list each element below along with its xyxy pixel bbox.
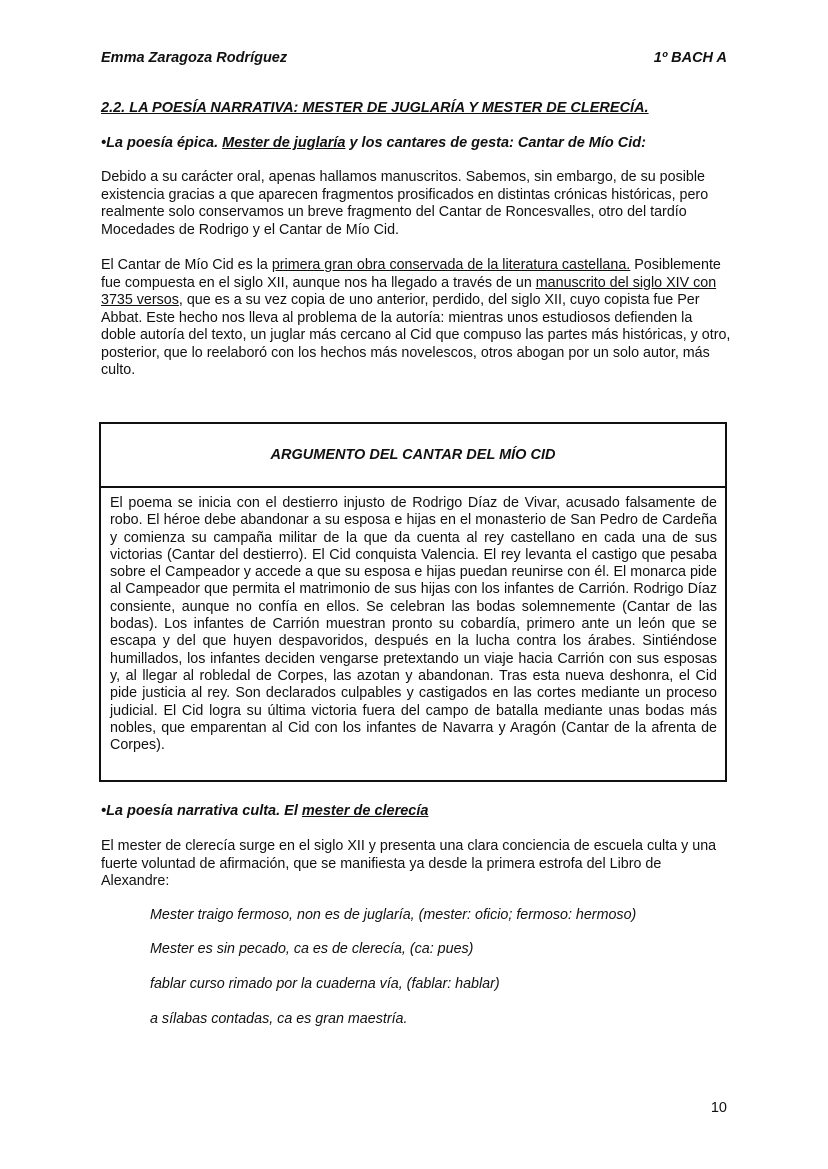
verse-line: fablar curso rimado por la cuaderna vía, (fablar: hablar) [150, 976, 500, 992]
verse-line: Mester traigo fermoso, non es de juglaría, (mester: oficio; fermoso: hermoso) [150, 907, 637, 923]
cult-heading-prefix: •La poesía narrativa culta. El [101, 803, 302, 819]
page-header [101, 50, 727, 70]
epic-p2-underline-1: primera gran obra conservada de la literatura castellana. [271, 257, 631, 273]
argument-text: El poema se inicia con el destierro injusto de Rodrigo Díaz de Vivar, acusado falsamente de robo. El héroe debe abandonar a su esposa e hijas en el monasterio de San Pedro de Cardeña y comienza su campaña militar de la que da cuenta al rey castellano en cada una de sus victorias (Cantar del destierro). El Cid conquista Valencia. El rey levanta el castigo que pesaba sobre el Campeador y accede a que su esposa e hijas puedan reunirse con él. El monarca pide al Campeador que permita el matrimonio de sus hijas con los infantes de Carrión. Rodrigo Díaz consiente, aunque no confía en ellos. Se celebran las bodas solemnemente (Cantar de las bodas). Los infantes de Carrión muestran pronto su cobardía, primero ante un león que se escapa y del que huyen despavoridos, después en la lucha contra los árabes. Sintiéndose humillados, los infantes deciden vengarse pretextando un viaje hacia Carrión con sus esposas y, al llegar al robledal de Corpes, las azotan y abandonan. Tras esta nueva deshonra, el Cid pide justicia al rey. Son declarados culpables y castigados en las cortes mediante un proceso judicial. El Cid logra su última victoria fuera del campo de batalla mediante unas bodas más nobles, que emparentan al Cid con los infantes de Navarra y Aragón (Cantar de la afrenta de Corpes). [110, 495, 717, 754]
epic-heading-prefix: •La poesía épica. [101, 135, 223, 151]
epic-p2-text-b: Posiblemente fue compuesta en el siglo XII, aunque nos ha llegado a través de un [101, 257, 721, 291]
author-name: Emma Zaragoza Rodríguez [101, 50, 288, 66]
argument-box [99, 422, 727, 782]
section-title: 2.2. LA POESÍA NARRATIVA: MESTER DE JUGLARÍA Y MESTER DE CLERECÍA. [101, 100, 649, 116]
cult-heading [101, 803, 428, 819]
argument-title: ARGUMENTO DEL CANTAR DEL MÍO CID [101, 424, 725, 488]
verse-line: Mester es sin pecado, ca es de clerecía, (ca: pues) [150, 941, 474, 957]
epic-paragraph-1: Debido a su carácter oral, apenas hallamos manuscritos. Sabemos, sin embargo, de su posible existencia gracias a que aparecen fragmentos prosificados en distintas crónicas históricas, pero realmente solo conservamos un breve fragmento del Cantar de Roncesvalles, otro del tardío Mocedades de Rodrigo y el Cantar de Mío Cid. [101, 169, 709, 238]
page-number: 10 [710, 1100, 727, 1116]
epic-heading-link: Mester de juglaría [222, 135, 346, 151]
cult-paragraph: El mester de clerecía surge en el siglo XII y presenta una clara conciencia de escuela culta y una fuerte voluntad de afirmación, que se manifiesta ya desde la primera estrofa del Libro de Alexandre: [101, 838, 717, 889]
epic-p2-underline-2: manuscrito del siglo XIV con 3735 versos [101, 274, 717, 308]
cult-heading-link: mester de clerecía [301, 803, 429, 819]
verse-line: a sílabas contadas, ca es gran maestría. [150, 1011, 408, 1027]
epic-heading-suffix: y los cantares de gesta: Cantar de Mío Cid: [345, 135, 646, 151]
epic-heading [101, 135, 646, 151]
epic-p2-text-c: , que es a su vez copia de uno anterior, perdido, del siglo XII, cuyo copista fue Per Abbat. Este hecho nos lleva al problema de la autoría: mientras unos estudiosos defienden la doble autoría del texto, un juglar más cercano al Cid que compuso las partes más históricas, y otro, posterior, que lo reelaboró con los hechos más novelescos, otros abogan por un solo autor, más culto. [101, 292, 731, 378]
epic-paragraph-2 [101, 257, 731, 380]
course-label: 1º BACH A [653, 50, 727, 66]
epic-p2-text-a: El Cantar de Mío Cid es la [101, 257, 272, 273]
